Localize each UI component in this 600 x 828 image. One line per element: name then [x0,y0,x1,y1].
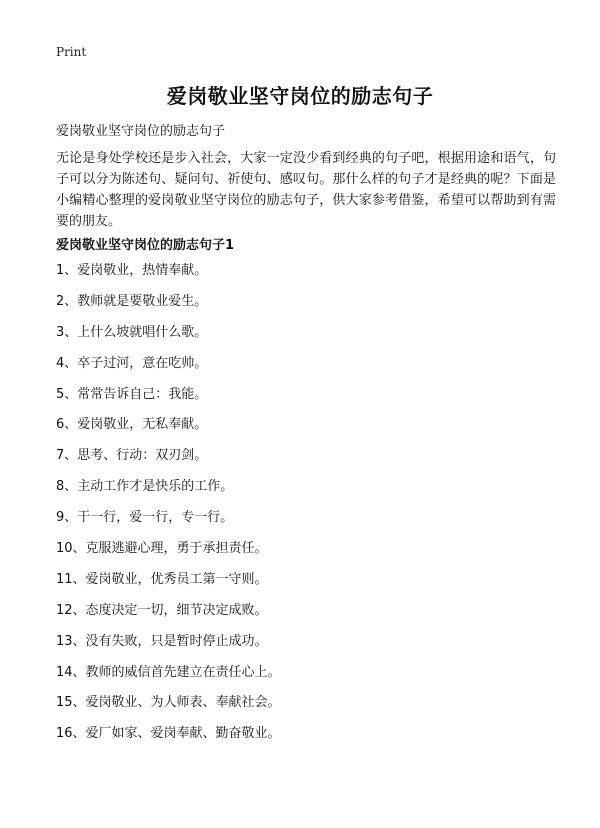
section-heading: 爱岗敬业坚守岗位的励志句子1 [56,238,235,253]
quote-item: 1、爱岗敬业，热情奉献。 [56,263,208,278]
quote-item: 3、上什么坡就唱什么歌。 [56,324,208,340]
quote-item: 10、克服逃避心理，勇于承担责任。 [56,541,268,557]
quote-item: 14、教师的威信首先建立在责任心上。 [56,664,281,680]
quote-item: 8、主动工作才是快乐的工作。 [56,479,234,495]
quote-item: 15、爱岗敬业、为人师表、奉献社会。 [56,695,281,711]
quote-item: 16、爱厂如家、爱岗奉献、勤奋敬业。 [56,726,281,742]
intro-paragraph: 无论是身处学校还是步入社会，大家一定没少看到经典的句子吧，根据用途和语气，句子可以分为陈述句、疑问句、祈使句、感叹句。那什么样的句子才是经典的呢？下面是小编精心整理的爱岗敬业坚守岗位的励志句子，供大家参考借鉴，希望可以帮助到有需要的朋友。 [56,151,556,229]
quote-item: 9、干一行，爱一行，专一行。 [56,510,234,526]
quote-item: 12、态度决定一切，细节决定成败。 [56,602,268,618]
quote-item: 4、卒子过河，意在吃帅。 [56,355,208,371]
quote-item: 6、爱岗敬业，无私奉献。 [56,417,208,433]
quote-item: 11、爱岗敬业，优秀员工第一守则。 [56,571,268,587]
print-link[interactable]: Print [56,45,87,59]
document-subtitle: 爱岗敬业坚守岗位的励志句子 [56,124,226,139]
quote-item: 2、教师就是要敬业爱生。 [56,293,208,309]
quote-item: 5、常常告诉自己：我能。 [56,386,208,402]
quote-list [56,262,281,756]
quote-item: 13、没有失败，只是暂时停止成功。 [56,633,268,649]
page-title: 爱岗敬业坚守岗位的励志句子 [166,84,434,108]
quote-item: 7、思考、行动：双刃剑。 [56,448,208,464]
